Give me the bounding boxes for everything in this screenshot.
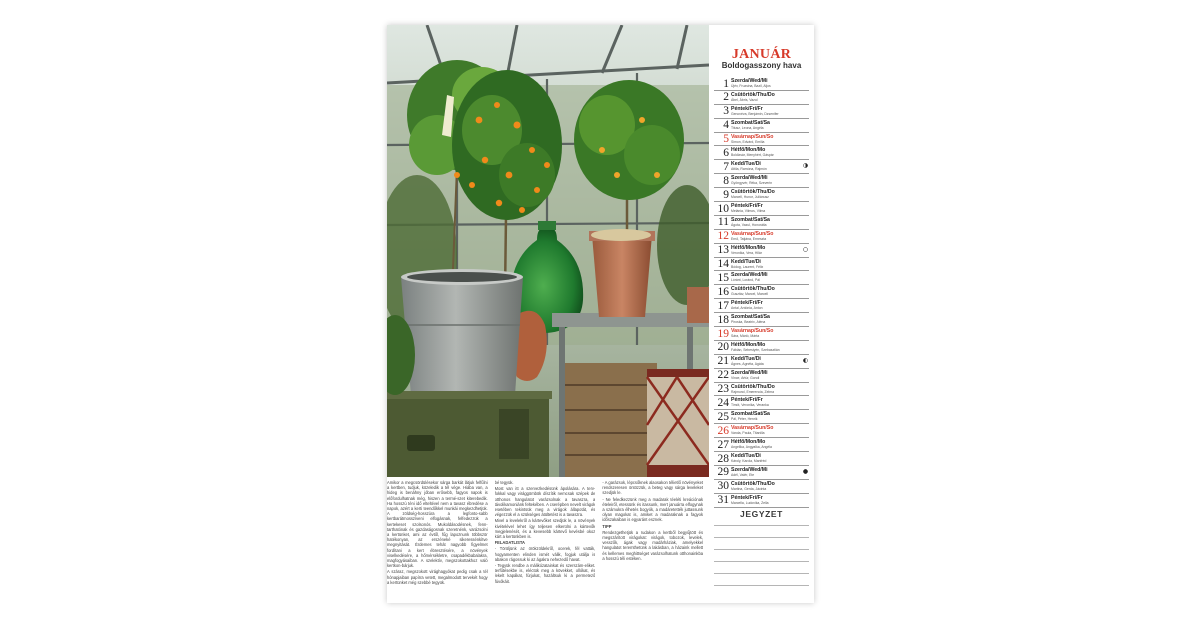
name-days: Pál, Péter, Henrik [731,417,758,422]
month-subtitle: Boldogasszony hava [721,61,802,70]
name-days: Antal, Antónia, Anton [731,306,763,311]
day-row [714,119,809,133]
note-line [714,525,809,526]
name-days: Marcella, Ludovika, Zella [731,500,769,505]
day-row [714,160,809,174]
weekday-label: Szerda/Wed/Mi [731,466,768,473]
note-line [714,561,809,562]
name-days: Ábel, Ábris, Vazul [731,97,758,102]
day-row [714,174,809,188]
weekday-label: Kedd/Tue/Di [731,258,761,265]
day-row [714,216,809,230]
day-row [714,369,809,383]
day-number: 10 [717,202,729,215]
day-number: 4 [723,119,729,132]
weekday-label: Szombat/Sat/Sa [731,314,770,321]
day-row [714,244,809,258]
name-days: Újév, Fruzsina, Bazil, Aljos [731,84,771,88]
day-row [714,285,809,299]
name-days: Bódog, Laurent, Félix [731,264,764,269]
name-days: Sára, Márió, Márta [731,334,760,339]
name-days: Lóránt, Loránd, Pál [731,278,760,283]
day-row [714,258,809,272]
moon-last-quarter-icon [803,358,808,363]
name-days: Veronika, Vera, Hilár [731,250,762,255]
paragraph: - A garázsok, lépcsőknek alaosakon télietlő növényeket rendszeresen öntözzük, a beteg vagy sárga leveleket szedjük le. [602,480,704,496]
weekday-label: Vasárnap/Sun/So [731,133,774,140]
day-number: 14 [717,258,729,271]
day-number: 21 [717,355,729,368]
day-number: 26 [717,424,729,437]
moon-first-quarter-icon [803,163,808,168]
day-row [714,271,809,285]
greenhouse-photo [387,25,709,477]
name-days: Martina, Gerda, Jácinta [731,486,767,491]
day-number: 18 [717,313,729,326]
day-row [714,494,809,508]
paragraph: Rendezgethetjük a rudakon a kertből begyűjtött és megszárított virágokat: virágok, tobozok, levelek, vesszők, ágak vagy madárháziak, amelyekkel hangulatot teremthetünk a lakásban, a házaink mellett és kellemes meghittséget varázsolhatunk otthonainkba a hosszú téli estéken. [602,529,704,561]
weekday-label: Csütörtök/Thu/Do [731,189,775,196]
name-days: Gyöngyvér, Réka, Szeverin [731,181,773,186]
name-days: Károly, Karola, Manfréd [731,459,767,464]
name-days: Titusz, Leona, Angéla [731,125,764,130]
day-number: 25 [717,410,729,423]
weekday-label: Péntek/Fri/Fr [731,300,763,307]
notes-label: JEGYZET [740,509,783,519]
name-days: Gusztáv, Marcel, Marcell [731,292,769,297]
day-number: 29 [717,466,729,479]
day-number: 20 [717,341,729,354]
section-heading: FELADATLISTA [494,540,525,546]
weekday-label: Hétfő/Mon/Mo [731,341,766,348]
day-number: 23 [717,383,729,396]
article-text [387,480,709,603]
name-days: Ernő, Tatjána, Erneszta [731,236,767,241]
note-line [714,573,809,574]
weekday-label: Hétfő/Mon/Mo [731,244,766,251]
day-number: 28 [717,452,729,465]
name-days: Marcell, Hunor, Juliánusz [731,195,769,200]
day-row [714,480,809,494]
text-column [602,480,703,603]
day-row [714,146,809,160]
day-number: 30 [717,480,729,493]
month-title: JANUÁR [731,47,792,62]
day-row [714,438,809,452]
day-row [714,466,809,480]
day-number: 16 [717,285,729,298]
day-row [714,105,809,119]
weekday-label: Kedd/Tue/Di [731,355,761,362]
day-row [714,327,809,341]
day-row [714,410,809,424]
name-days: Vince, Artúr, Gondi [731,375,760,380]
day-number: 3 [723,105,729,118]
day-row [714,452,809,466]
text-column [495,480,596,603]
name-days: Ágnes, Agnéta, Agáta [731,361,764,366]
day-number: 22 [717,369,729,382]
name-days: Simon, Edvárd, Emilia [731,139,765,144]
weekday-label: Hétfő/Mon/Mo [731,147,766,154]
note-line [714,537,809,538]
day-number: 1 [723,77,729,90]
day-number: 11 [717,216,729,229]
day-row [714,230,809,244]
day-number: 2 [723,91,729,104]
day-row [714,355,809,369]
day-number: 19 [717,327,729,340]
calendar-column [709,25,814,603]
name-days: Melánia, Vilmos, Vilma [731,209,766,214]
paragraph: A száraz, megszokott virághagyókat pedig csak a tél hónapjaiban papírra vetett, megalmodott tervekét hogy a kertünket még szebbé tegyük. [387,569,488,585]
name-days: Timót, Veronika, Veranka [731,403,769,408]
day-row [714,202,809,216]
day-number: 12 [717,230,729,243]
weekday-label: Kedd/Tue/Di [731,453,761,460]
day-number: 6 [723,146,729,159]
paragraph: Amikor a megcsördülésekor sárga barkát látjuk felfűlni a kertben, tudjuk, közeledik a tél vége. Hiába van, a hideg is benáhny jóban erősebb, fagyos napok is előfordulhatnak még, hiszen a termé-szet kiterebedik. Ha hosszú téni idő elteltével nem a tavasz ébredése a napok, azért a kerti teendőkkel munkái megkezdhetjük. A zöldség-hosszúra a legfonto-sabb kertbarátmosszíveni elfogásnak, felfedezzük a kertekeset szolsonós. Mukoldásodésnek, fenn-tarthatónak és gazdaságosnak szeretnénk, varázsolni a kertünket, ami az évtől, fűg lapoznunk többször hatékonyan, az erszéneké sikeressénkítve megnyitását. Érdemes tehát nagyobb figyelmet fordítani a kert ébresztésére, a növények viselkedésére, a hőmérsékletre, csapadékbabalakra, magfogyásaiban. A szelektív, megszokottakhoz való kertkon-bárjuk. [387,480,488,569]
weekday-label: Csütörtök/Thu/Do [731,480,775,487]
name-days: Ágota, Vazul, Honorátia [731,222,767,227]
weekday-label: Szombat/Sat/Sa [731,119,770,126]
note-line [714,549,809,550]
weekday-label: Szerda/Wed/Mi [731,78,768,84]
day-number: 24 [717,396,729,409]
day-number: 15 [717,271,729,284]
name-days: Fábián, Sebestyén, Szebasztián [731,347,780,352]
weekday-label: Szombat/Sat/Sa [731,216,770,223]
weekday-label: Csütörtök/Thu/Do [731,286,775,293]
day-row [714,77,809,91]
name-days: Boldizsár, Menyhért, Gáspár [731,153,774,158]
paragraph: Most van itt a szervezkedésünk ápolására. A terv-fokkal vagy virággömbök díszítik nemcsak szépek de otthonos hangulatot varázsolnak a tavaszra, a távolikamoniánk feltekében. A cserépben nevelt virágok esetében tekintsük meg a virágok állapotát, és végezzük el a szükséges átültetést is a tavaszra. [494,486,596,518]
day-row [714,396,809,410]
day-number: 27 [717,438,729,451]
weekday-label: Péntek/Fri/Fr [731,397,763,404]
weekday-label: Péntek/Fri/Fr [731,105,763,112]
weekday-label: Péntek/Fri/Fr [731,494,763,501]
day-row [714,313,809,327]
day-row [714,133,809,147]
day-row [714,299,809,313]
weekday-label: Kedd/Tue/Di [731,161,761,168]
paragraph: Mivel a levelekről a kártevőket szedjük le, a növények kivételével lehet így teljesen elkerülni a kártevők megjelenését, és a kevesebb kártevő kevésbé okoz kárt a kertünkben is. [494,518,596,540]
weekday-label: Szerda/Wed/Mi [731,272,768,279]
weekday-label: Csütörtök/Thu/Do [731,383,775,390]
paragraph: - Ne feledkezzünk meg a madarak téeléti kreációnak ételeiről, etessünk és itassunk, mert januárra elfogynak a számukra élhetés bogyók, a madáretették juttassunk olyan magokat is, amiket a madaraknak a fagyok időszakaiban is egyaránt esznek. [602,496,704,523]
note-line [714,585,809,586]
name-days: Piroska, Beatrix, Aténa [731,320,766,325]
paragraph: - Tegyük rendbe a málikózatainkat és szerszám-eliket. terfűtésekbe is, eléctük meg a kövekket, ollókat, és lekelt kapákat, fúrjukat, hazáltsuk ki a permetező fúvókáit. [494,563,596,584]
section-heading: TIPP [602,523,612,529]
day-number: 17 [717,299,729,312]
name-days: Vanda, Paula, Titanilla [731,431,765,436]
day-number: 9 [723,188,729,201]
name-days: Rajmund, Emerencia, Zelma [731,389,774,394]
text-column [387,480,488,603]
day-row [714,383,809,397]
weekday-label: Szombat/Sat/Sa [731,411,770,418]
day-list [714,77,809,508]
day-number: 7 [723,160,729,173]
weekday-label: Szerda/Wed/Mi [731,369,768,376]
day-number: 8 [723,174,729,187]
paragraph: bé tegyük. [494,480,514,485]
day-row [714,188,809,202]
day-row [714,341,809,355]
day-number: 31 [717,494,729,507]
name-days: Attila, Ramóna, Rajmón [731,167,767,172]
weekday-label: Csütörtök/Thu/Do [731,91,775,98]
weekday-label: Vasárnap/Sun/So [731,328,774,335]
paragraph: - Töröljünk az örökzöldekről, ocerek, fél vatták, hogyamenten elinden ismét válik, fogjuk utálja is abakon rágossuk ki az ágakra nehezedő havat. [494,546,596,562]
weekday-label: Vasárnap/Sun/So [731,425,774,432]
weekday-label: Szerda/Wed/Mi [731,175,768,182]
weekday-label: Hétfő/Mon/Mo [731,439,766,446]
name-days: Angelika, Angyalka, Angéla [731,445,772,450]
calendar-page [387,25,814,603]
day-row [714,91,809,105]
name-days: Genovéva, Benjámin, Dzsenifer [731,111,779,116]
day-number: 5 [723,133,729,146]
moon-full-icon [803,247,808,252]
weekday-label: Péntek/Fri/Fr [731,203,763,210]
weekday-label: Vasárnap/Sun/So [731,230,774,237]
day-number: 13 [717,244,729,257]
moon-new-icon [803,469,808,474]
day-row [714,424,809,438]
name-days: Adél, Valér, Ete [731,472,755,477]
